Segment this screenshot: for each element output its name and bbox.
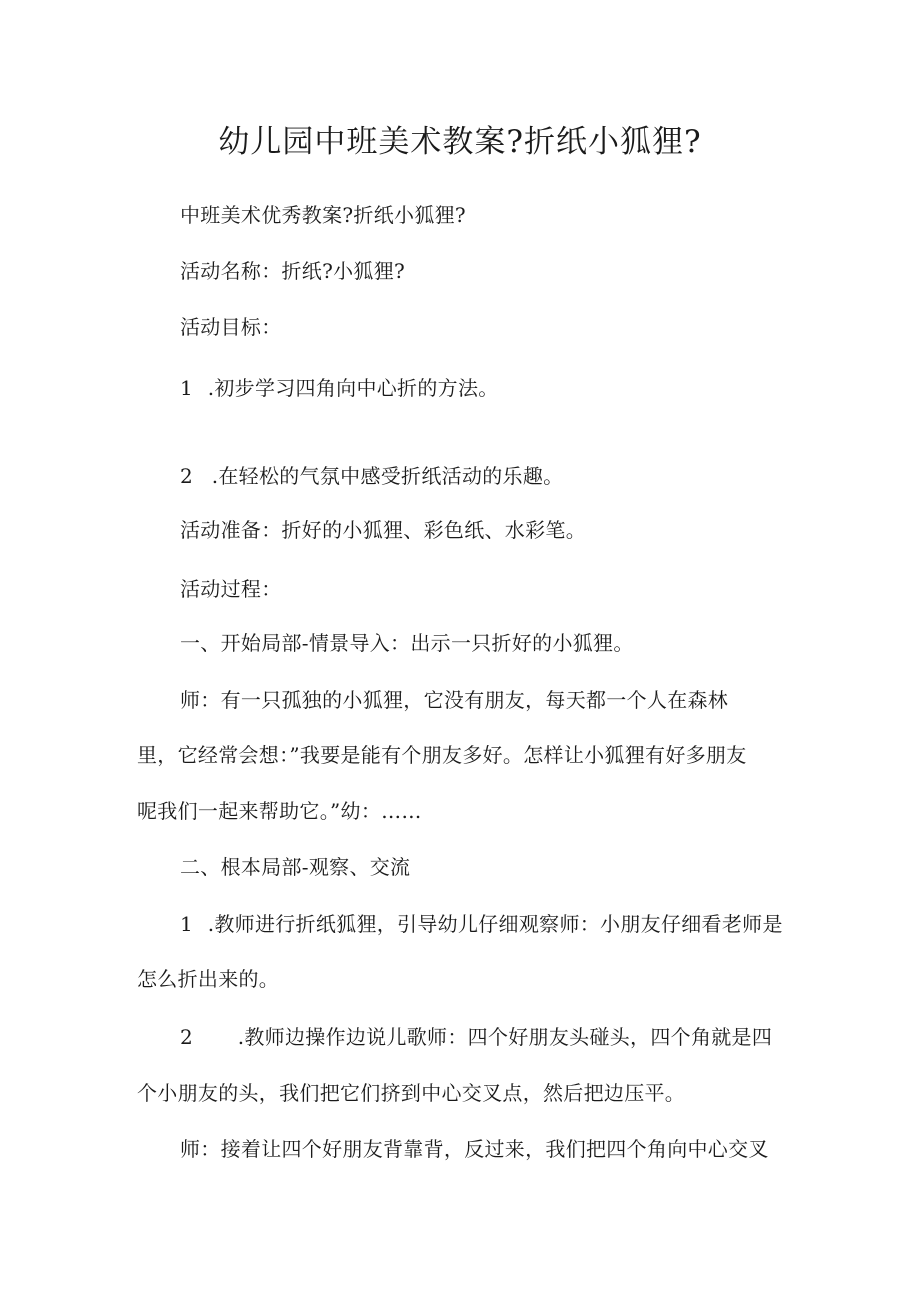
step-1-text: .教师进行折纸狐狸，引导幼儿仔细观察师：小朋友仔细看老师是 (207, 912, 783, 936)
step-2-text: .教师边操作边说儿歌师：四个好朋友头碰头，四个角就是四 (237, 1025, 773, 1049)
goal-1 (180, 376, 499, 400)
step-1-number: 1 (180, 912, 194, 936)
document-title: 幼儿园中班美术教案?折纸小狐狸? (218, 124, 702, 160)
goal-2-text: .在轻松的气氛中感受折纸活动的乐趣。 (211, 464, 564, 488)
teacher-dialogue-2-line-1: 师：接着让四个好朋友背靠背，反过来，我们把四个角向中心交叉 (180, 1137, 769, 1161)
part-2-heading: 二、根本局部-观察、交流 (180, 855, 411, 879)
teacher-dialogue-1-line-1: 师：有一只孤独的小狐狸，它没有朋友，每天都一个人在森林 (180, 688, 729, 712)
process-heading: 活动过程： (180, 577, 282, 601)
goal-1-number: 1 (180, 376, 194, 400)
step-2-line-1 (180, 1025, 772, 1049)
goal-1-text: .初步学习四角向中心折的方法。 (207, 376, 499, 400)
step-2-line-2: 个小朋友的头，我们把它们挤到中心交叉点，然后把边压平。 (137, 1081, 686, 1105)
goals-heading: 活动目标： (180, 315, 282, 339)
step-1-line-2: 怎么折出来的。 (137, 967, 280, 991)
activity-name-line: 活动名称：折纸?小狐狸? (180, 259, 406, 283)
step-2-number: 2 (180, 1025, 194, 1049)
preparation-line: 活动准备：折好的小狐狸、彩色纸、水彩笔。 (180, 518, 586, 542)
part-1-heading: 一、开始局部-情景导入：出示一只折好的小狐狸。 (180, 631, 634, 655)
teacher-dialogue-1-line-3: 呢我们一起来帮助它。”幼：…… (137, 799, 422, 823)
goal-2-number: 2 (180, 464, 194, 488)
subtitle-line: 中班美术优秀教案?折纸小狐狸? (180, 203, 466, 227)
goal-2 (180, 464, 563, 488)
teacher-dialogue-1-line-2: 里，它经常会想：”我要是能有个朋友多好。怎样让小狐狸有好多朋友 (137, 743, 747, 767)
step-1-line-1 (180, 912, 783, 936)
